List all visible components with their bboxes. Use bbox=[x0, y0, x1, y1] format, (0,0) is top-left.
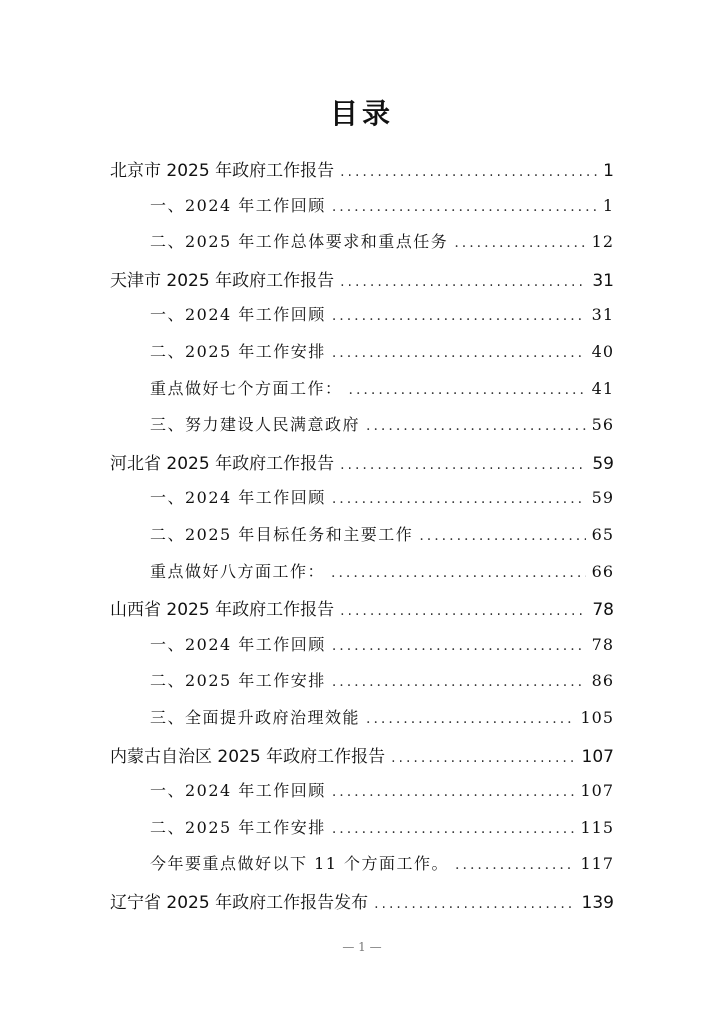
toc-entry-page-number: 115 bbox=[580, 817, 614, 837]
toc-leader-dots bbox=[340, 603, 586, 619]
toc-leader-dots bbox=[332, 199, 597, 215]
toc-entry-page-number: 107 bbox=[581, 746, 614, 767]
toc-entry-title: 一、2024 年工作回顾 bbox=[150, 488, 326, 508]
toc-entry-section[interactable] bbox=[150, 778, 614, 801]
toc-entry-page-number: 66 bbox=[591, 561, 614, 581]
toc-entry-section[interactable] bbox=[150, 815, 614, 838]
toc-entry-report[interactable] bbox=[110, 595, 614, 620]
toc-entry-title: 二、2025 年目标任务和主要工作 bbox=[150, 525, 414, 544]
toc-entry-title: 天津市 2025 年政府工作报告 bbox=[110, 270, 335, 291]
toc-entry-title: 一、2024 年工作回顾 bbox=[150, 634, 326, 654]
toc-entry-title: 三、努力建设人民满意政府 bbox=[150, 415, 361, 435]
toc-entry-section[interactable] bbox=[150, 522, 614, 545]
toc-entry-title: 辽宁省 2025 年政府工作报告发布 bbox=[110, 893, 369, 913]
toc-entry-section[interactable] bbox=[150, 339, 614, 362]
toc-entry-title: 北京市 2025 年政府工作报告 bbox=[110, 161, 335, 181]
toc-entry-title: 重点做好八方面工作： bbox=[150, 561, 326, 581]
toc-leader-dots bbox=[454, 235, 585, 251]
toc-leader-dots bbox=[366, 418, 586, 434]
toc-leader-dots bbox=[455, 857, 574, 873]
toc-entry-page-number: 41 bbox=[591, 378, 614, 398]
toc-entry-section[interactable] bbox=[150, 229, 614, 252]
toc-entry-report[interactable] bbox=[110, 266, 614, 291]
toc-entry-page-number: 1 bbox=[603, 161, 614, 181]
toc-leader-dots bbox=[340, 457, 586, 473]
toc-entry-section[interactable] bbox=[150, 559, 614, 582]
toc-leader-dots bbox=[332, 638, 586, 654]
toc-leader-dots bbox=[419, 528, 585, 544]
toc-entry-section[interactable] bbox=[150, 376, 614, 399]
toc-entry-title: 一、2024 年工作回顾 bbox=[150, 195, 326, 215]
toc-leader-dots bbox=[340, 274, 586, 290]
toc-entry-title: 山西省 2025 年政府工作报告 bbox=[110, 600, 335, 621]
toc-entry-title: 河北省 2025 年政府工作报告 bbox=[110, 453, 335, 474]
toc-leader-dots bbox=[332, 674, 586, 690]
toc-entry-page-number: 78 bbox=[592, 600, 614, 621]
toc-entry-section[interactable] bbox=[150, 632, 614, 655]
toc-entry-page-number: 139 bbox=[581, 893, 614, 913]
toc-entry-section[interactable] bbox=[150, 412, 614, 435]
page-number-footer: — 1 — bbox=[342, 940, 382, 954]
toc-title: 目录 bbox=[329, 97, 394, 130]
toc-entry-title: 重点做好七个方面工作： bbox=[150, 378, 343, 398]
toc-leader-dots bbox=[340, 164, 597, 180]
toc-leader-dots bbox=[349, 382, 586, 398]
toc-entry-report[interactable] bbox=[110, 449, 614, 474]
toc-entry-page-number: 78 bbox=[591, 634, 614, 654]
toc-entry-section[interactable] bbox=[150, 668, 614, 691]
toc-entry-page-number: 117 bbox=[580, 854, 614, 874]
toc-entry-title: 一、2024 年工作回顾 bbox=[150, 305, 326, 325]
toc-entry-title: 内蒙古自治区 2025 年政府工作报告 bbox=[110, 746, 386, 767]
toc-entry-section[interactable] bbox=[150, 485, 614, 508]
toc-entry-page-number: 59 bbox=[592, 453, 614, 474]
toc-entry-report[interactable] bbox=[110, 742, 614, 767]
toc-entry-page-number: 31 bbox=[592, 270, 614, 291]
toc-entry-page-number: 31 bbox=[591, 305, 614, 325]
toc-leader-dots bbox=[391, 750, 575, 766]
toc-entry-title: 二、2025 年工作安排 bbox=[150, 817, 326, 837]
toc-leader-dots bbox=[332, 784, 575, 800]
toc-entry-section[interactable] bbox=[150, 705, 614, 728]
toc-entry-page-number: 1 bbox=[602, 195, 614, 215]
toc-entry-title: 二、2025 年工作安排 bbox=[150, 671, 326, 691]
toc-leader-dots bbox=[332, 345, 586, 361]
toc-entry-title: 今年要重点做好以下 11 个方面工作。 bbox=[150, 854, 450, 874]
toc-entry-title: 一、2024 年工作回顾 bbox=[150, 781, 326, 801]
toc-entry-title: 二、2025 年工作总体要求和重点任务 bbox=[150, 232, 449, 252]
toc-entry-page-number: 12 bbox=[591, 232, 614, 252]
toc-entry-report[interactable] bbox=[110, 156, 614, 181]
toc-entry-title: 三、全面提升政府治理效能 bbox=[150, 708, 361, 727]
toc-entry-page-number: 56 bbox=[591, 415, 614, 435]
toc-leader-dots bbox=[374, 896, 575, 912]
toc-leader-dots bbox=[332, 308, 586, 324]
toc-leader-dots bbox=[366, 711, 574, 727]
toc-entry-section[interactable] bbox=[150, 851, 614, 874]
toc-leader-dots bbox=[332, 821, 575, 837]
toc-entry-page-number: 105 bbox=[580, 708, 614, 727]
toc-entry-section[interactable] bbox=[150, 302, 614, 325]
toc-entry-page-number: 65 bbox=[591, 525, 614, 544]
toc-entry-page-number: 86 bbox=[591, 671, 614, 691]
toc-entry-report[interactable] bbox=[110, 888, 614, 913]
toc-entry-section[interactable] bbox=[150, 193, 614, 216]
toc-entry-title: 二、2025 年工作安排 bbox=[150, 342, 326, 361]
toc-leader-dots bbox=[331, 565, 586, 581]
toc-entry-page-number: 40 bbox=[591, 342, 614, 361]
toc-leader-dots bbox=[332, 491, 586, 507]
toc-entry-page-number: 107 bbox=[580, 781, 614, 801]
toc-entry-page-number: 59 bbox=[591, 488, 614, 508]
